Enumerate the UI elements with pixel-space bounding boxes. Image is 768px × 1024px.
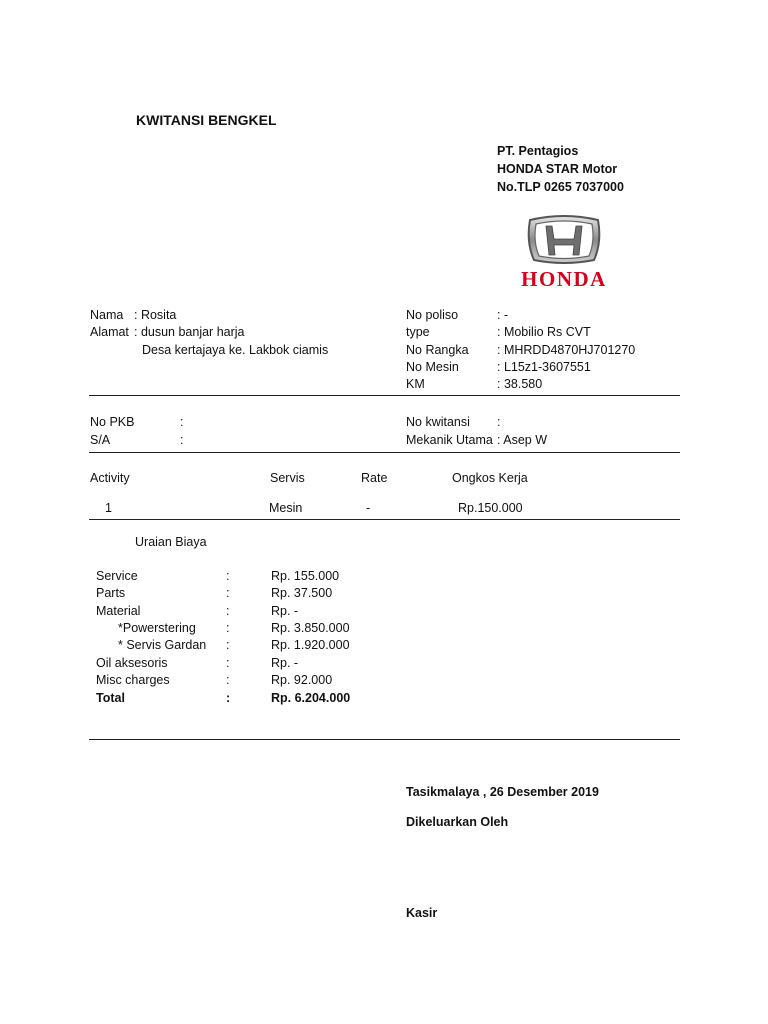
table-cell-activity: 1 xyxy=(105,501,112,515)
place-date: Tasikmalaya , 26 Desember 2019 xyxy=(406,785,599,799)
mekanik-value: : Asep W xyxy=(497,433,548,447)
total-colon: : xyxy=(226,691,231,705)
vehicle-label: No Rangka xyxy=(406,343,469,357)
document-title: KWITANSI BENGKEL xyxy=(136,112,277,128)
company-phone: No.TLP 0265 7037000 xyxy=(497,180,624,194)
cost-colon: : xyxy=(226,621,230,635)
cost-value: Rp. 92.000 xyxy=(271,673,333,687)
cost-label: Parts xyxy=(96,586,126,600)
cost-value: Rp. 3.850.000 xyxy=(271,621,350,635)
vehicle-value: : MHRDD4870HJ701270 xyxy=(497,343,636,357)
cost-colon: : xyxy=(226,586,230,600)
cost-colon: : xyxy=(226,638,230,652)
cashier-label: Kasir xyxy=(406,906,438,920)
table-header-activity: Activity xyxy=(90,471,130,485)
divider xyxy=(89,519,680,520)
total-value: Rp. 6.204.000 xyxy=(271,691,351,705)
vehicle-label: No Mesin xyxy=(406,360,459,374)
table-cell-rate: - xyxy=(366,501,371,515)
divider xyxy=(89,739,680,740)
kwitansi-colon: : xyxy=(497,415,501,429)
vehicle-value: : 38.580 xyxy=(497,377,543,391)
customer-address-line1: : dusun banjar harja xyxy=(134,325,245,339)
vehicle-value: : Mobilio Rs CVT xyxy=(497,325,591,339)
honda-logo-text: HONDA xyxy=(521,267,607,291)
dealer-name: HONDA STAR Motor xyxy=(497,162,618,176)
cost-label: Oil aksesoris xyxy=(96,656,168,670)
sa-label: S/A xyxy=(90,433,111,447)
cost-label: *Powerstering xyxy=(118,621,196,635)
cost-label: Material xyxy=(96,604,141,618)
cost-colon: : xyxy=(226,569,230,583)
company-name: PT. Pentagios xyxy=(497,144,579,158)
table-header-rate: Rate xyxy=(361,471,388,485)
honda-logo xyxy=(496,204,632,294)
customer-name-value: : Rosita xyxy=(134,308,177,322)
no-pkb-label: No PKB xyxy=(90,415,135,429)
divider xyxy=(89,452,680,453)
cost-value: Rp. - xyxy=(271,604,299,618)
issued-by: Dikeluarkan Oleh xyxy=(406,815,509,829)
divider xyxy=(89,395,680,396)
customer-name-label: Nama xyxy=(90,308,124,322)
cost-label: Misc charges xyxy=(96,673,170,687)
cost-value: Rp. - xyxy=(271,656,299,670)
no-pkb-colon: : xyxy=(180,415,184,429)
total-label: Total xyxy=(96,691,125,705)
table-cell-servis: Mesin xyxy=(269,501,303,515)
vehicle-value: : - xyxy=(497,308,509,322)
uraian-heading: Uraian Biaya xyxy=(135,535,207,549)
cost-label: * Servis Gardan xyxy=(118,638,207,652)
vehicle-value: : L15z1-3607551 xyxy=(497,360,591,374)
mekanik-label: Mekanik Utama xyxy=(406,433,493,447)
vehicle-label: KM xyxy=(406,377,425,391)
cost-value: Rp. 1.920.000 xyxy=(271,638,350,652)
table-cell-ongkos: Rp.150.000 xyxy=(458,501,523,515)
cost-value: Rp. 37.500 xyxy=(271,586,333,600)
cost-value: Rp. 155.000 xyxy=(271,569,340,583)
cost-colon: : xyxy=(226,604,230,618)
cost-label: Service xyxy=(96,569,138,583)
kwitansi-label: No kwitansi xyxy=(406,415,470,429)
cost-colon: : xyxy=(226,656,230,670)
cost-colon: : xyxy=(226,673,230,687)
table-header-servis: Servis xyxy=(270,471,305,485)
honda-wing-icon xyxy=(496,204,632,294)
vehicle-label: type xyxy=(406,325,430,339)
table-header-ongkos: Ongkos Kerja xyxy=(452,471,528,485)
vehicle-label: No poliso xyxy=(406,308,459,322)
customer-address-label: Alamat xyxy=(90,325,129,339)
customer-address-line2: Desa kertajaya ke. Lakbok ciamis xyxy=(142,343,329,357)
sa-colon: : xyxy=(180,433,184,447)
